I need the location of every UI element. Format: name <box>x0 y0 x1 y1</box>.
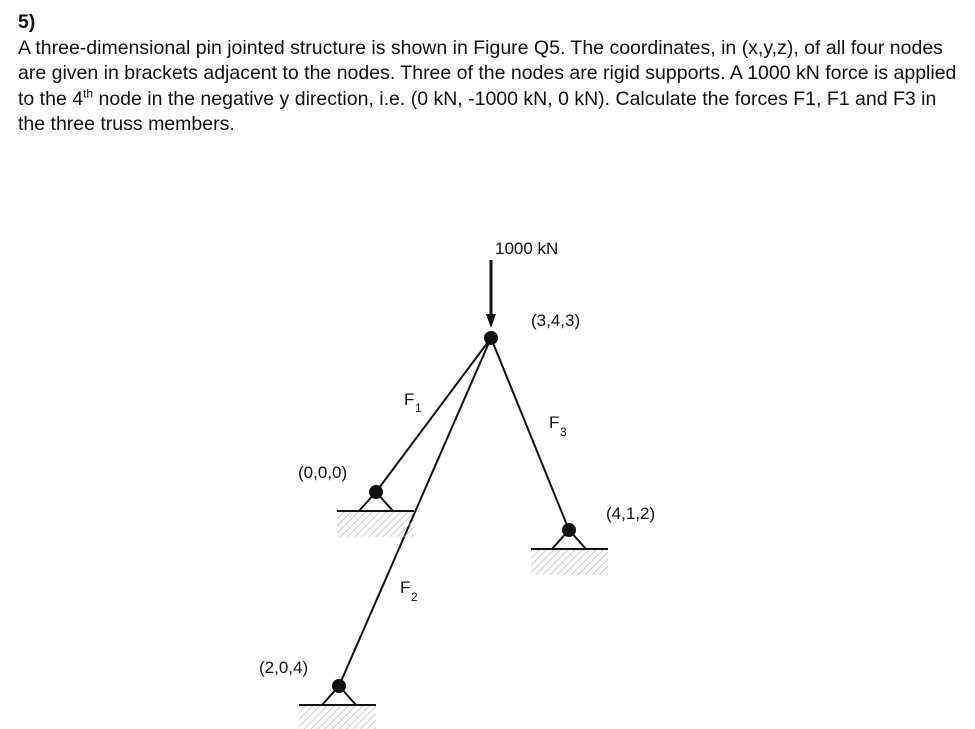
question-text-part2: node in the negative y direction, i.e. (0 kN, -1000 kN, 0 kN). Calculate the forces F1, F1 and F3 in the three truss members. <box>18 87 937 135</box>
member-label-f1-letter: F <box>404 390 415 409</box>
member-label-f2-sub: 2 <box>411 590 418 604</box>
node-label-top: (3,4,3) <box>531 311 581 330</box>
node-label-support-a: (0,0,0) <box>298 463 348 482</box>
support-b <box>299 679 376 729</box>
question-text-part1: A three-dimensional pin jointed structure is shown in Figure Q5. The coordinates, in (x,y,z), of all four nodes are given in brackets adjacent to the nodes. Three of the nodes are rigid supports. A 1000 kN force is applied to the 4 <box>18 36 957 110</box>
load-arrow <box>486 260 496 328</box>
member-label-f1-sub: 1 <box>415 401 422 415</box>
load-label: 1000 kN <box>495 239 559 258</box>
member-label-f1 <box>404 390 422 415</box>
member-label-f3-sub: 3 <box>560 425 567 439</box>
member-label-f3-letter: F <box>549 413 560 432</box>
member-f3 <box>491 338 569 530</box>
top-node <box>484 331 498 345</box>
member-label-f2-letter: F <box>400 578 411 597</box>
support-a <box>337 485 414 537</box>
question-number: 5) <box>18 11 36 33</box>
support-c <box>531 523 608 575</box>
node-label-support-b: (2,0,4) <box>259 658 309 677</box>
member-label-f3 <box>549 413 567 439</box>
question-superscript: th <box>83 86 94 100</box>
node-label-support-c: (4,1,2) <box>606 504 656 523</box>
member-label-f2 <box>400 578 418 604</box>
